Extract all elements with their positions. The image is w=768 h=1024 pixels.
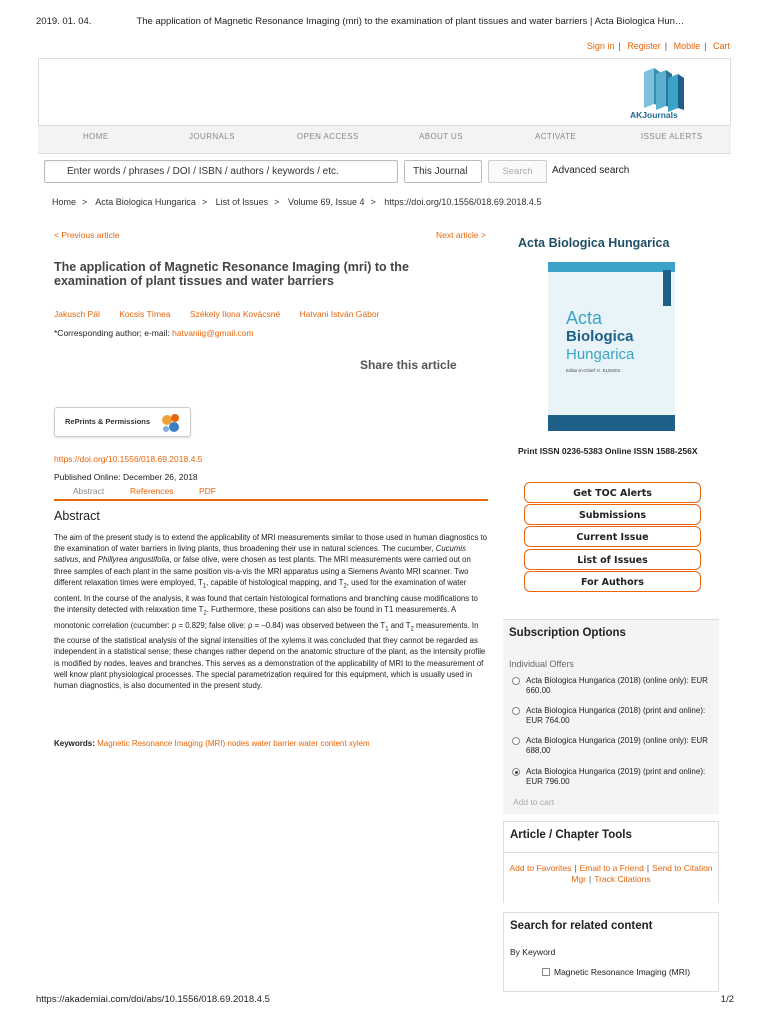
search-button[interactable]: Search [488,160,547,183]
tools-heading: Article / Chapter Tools [510,829,632,841]
article-tools: Article / Chapter Tools Add to Favorites | Email to a Friend | Send to Citation Mgr | Track Citations [503,821,719,903]
keywords [54,739,370,748]
published-date: Published Online: December 26, 2018 [54,472,198,482]
journal-cover-image[interactable]: Acta Biologica Hungarica Editor-in-Chief: K. ELEKES [548,262,675,431]
breadcrumb-volume[interactable]: Volume 69, Issue 4 [287,197,365,207]
tab-pdf[interactable]: PDF [199,486,216,496]
offer-radio-option[interactable]: Acta Biologica Hungarica (2018) (online only): EUR 660.00 [512,676,712,695]
send-citation-link[interactable]: Send to Citation Mgr [571,863,713,884]
offer-radio-option[interactable]: Acta Biologica Hungarica (2018) (print and online): EUR 764.00 [512,706,712,725]
nav-open-access[interactable]: OPEN ACCESS [297,132,359,141]
radio-icon[interactable] [512,677,520,685]
nav-home[interactable]: HOME [83,132,109,141]
nav-issue-alerts[interactable]: ISSUE ALERTS [641,132,703,141]
print-title: The application of Magnetic Resonance Imaging (mri) to the examination of plant tissues and water barriers | Acta Biologica Hun… [136,16,685,27]
issn-info: Print ISSN 0236-5383 Online ISSN 1588-256X [518,446,698,456]
breadcrumb-issues[interactable]: List of Issues [215,197,269,207]
site-banner [38,58,731,126]
journal-title[interactable]: Acta Biologica Hungarica [518,236,670,250]
checkbox-icon[interactable] [542,968,550,976]
footer-page-number: 1/2 [720,994,734,1005]
books-logo-icon [636,64,696,112]
add-to-favorites-link[interactable]: Add to Favorites [509,863,572,873]
offer-radio-option[interactable]: Acta Biologica Hungarica (2019) (print and online): EUR 796.00 [512,767,712,786]
author-list [54,309,396,319]
reprints-button[interactable] [54,407,191,437]
radio-icon[interactable] [512,707,520,715]
previous-article-link[interactable]: < Previous article [54,230,120,240]
mobile-link[interactable]: Mobile [673,41,701,51]
top-links: Sign in | Register | Mobile | Cart [586,41,730,51]
reprints-icon [159,411,183,435]
submissions-button[interactable]: Submissions [524,504,701,525]
breadcrumb-home[interactable]: Home [52,197,77,207]
doi-link[interactable]: https://doi.org/10.1556/018.69.2018.4.5 [54,454,203,464]
breadcrumb-doi: https://doi.org/10.1556/018.69.2018.4.5 [384,197,542,207]
subscription-options [503,619,719,814]
next-article-link[interactable]: Next article > [436,230,486,240]
by-keyword-label: By Keyword [510,947,556,957]
advanced-search-link[interactable]: Advanced search [552,165,630,176]
tab-references[interactable]: References [130,486,174,496]
nav-activate[interactable]: ACTIVATE [535,132,577,141]
article-tabs [54,485,488,501]
abstract-heading: Abstract [54,509,100,523]
reprints-label: RePrints & Permissions [65,417,151,426]
author-link[interactable]: Székely Ilona Kovácsné [189,309,281,319]
nav-about-us[interactable]: ABOUT US [419,132,463,141]
print-header [36,16,736,27]
cart-link[interactable]: Cart [712,41,730,51]
footer-url: https://akademiai.com/doi/abs/10.1556/018.69.2018.4.5 [36,994,270,1005]
akjournals-logo[interactable] [630,64,696,120]
search-scope-select[interactable]: This Journal [404,160,482,183]
corr-email-link[interactable]: hatvaniig@gmail.com [172,328,254,338]
breadcrumb-journal[interactable]: Acta Biologica Hungarica [95,197,196,207]
related-content [503,912,719,992]
for-authors-button[interactable]: For Authors [524,571,701,592]
keyword-checkbox[interactable]: Magnetic Resonance Imaging (MRI) [542,967,690,977]
related-heading: Search for related content [510,920,653,932]
author-link[interactable]: Hatvani István Gábor [299,309,380,319]
abstract-text: The aim of the present study is to extend the applicability of MRI measurements similar to those used in human diagnostics to the examination of water barriers in living plants, thus broadening their use in natural sciences. The cucumber, Cucumis sativus, and Phillyrea angustifolia, or false olive, were chosen as test plants. The MRI measurements were carried out on three samples of each plant in the same position vis-a-vis the MRI apparatus using a Siemens Avanto MRI scanner. Two different relaxation times were employed, $T_1$, capable of histological mapping, and $T_2$, used for the examination of water content. In the course of the analysis, it was found that certain histological formations and branching cause modifications to the intensity detected with relaxation time $T_2$. Furthermore, these positions can also be found in T1 measurements. A monotonic correlation (cucumber: ρ = 0.829; false olive: ρ = –0.84) was observed between the $T_1$ and $T_2$ measurements. In the course of the statistical analysis of the signal intensities of the xylems it was concluded that they cannot be regarded as independent in a statistical sense; these changes rather depend on the anatomic structure of the plant, as the intensity profile is modified by nodes, leaves and branches. This serves as a demonstration of the applicability of MRI to the measurement of well know plant physiological processes. The special parametrization required for this equipment, which is usually used in human diagnostics, is also documented in the present study. [54,533,487,691]
sign-in-link[interactable]: Sign in [586,41,615,51]
radio-selected-icon[interactable] [512,768,520,776]
breadcrumb: Home > Acta Biologica Hungarica > List of Issues > Volume 69, Issue 4 > https://doi.org/10.1556/018.69.2018.4.5 [52,197,542,207]
share-heading: Share this article [360,358,457,372]
individual-offers-label: Individual Offers [509,659,574,669]
nav-journals[interactable]: JOURNALS [189,132,235,141]
article-title: The application of Magnetic Resonance Imaging (mri) to the examination of plant tissues and water barriers [54,260,409,288]
print-date: 2019. 01. 04. [36,16,92,27]
author-link[interactable]: Jakusch Pál [54,309,100,319]
current-issue-button[interactable]: Current Issue [524,526,701,547]
subscription-heading: Subscription Options [509,627,626,639]
main-nav [38,126,731,154]
register-link[interactable]: Register [627,41,661,51]
tab-abstract[interactable]: Abstract [73,486,105,496]
corr-label: *Corresponding author; e-mail: [54,328,173,338]
radio-icon[interactable] [512,737,520,745]
track-citations-link[interactable]: Track Citations [594,874,651,884]
add-to-cart-button[interactable]: Add to cart [513,797,555,807]
corresponding-author [54,328,254,338]
keywords-links[interactable]: Magnetic Resonance Imaging (MRI) nodes water barrier water content xylem [97,739,370,748]
author-link[interactable]: Kocsis Tímea [119,309,171,319]
keywords-label: Keywords: [54,739,95,748]
logo-text: AKJournals [630,110,678,120]
email-friend-link[interactable]: Email to a Friend [579,863,644,873]
search-input[interactable]: Enter words / phrases / DOI / ISBN / authors / keywords / etc. [44,160,398,183]
offer-radio-option[interactable]: Acta Biologica Hungarica (2019) (online only): EUR 688.00 [512,736,712,755]
get-toc-alerts-button[interactable]: Get TOC Alerts [524,482,701,503]
list-of-issues-button[interactable]: List of Issues [524,549,701,570]
